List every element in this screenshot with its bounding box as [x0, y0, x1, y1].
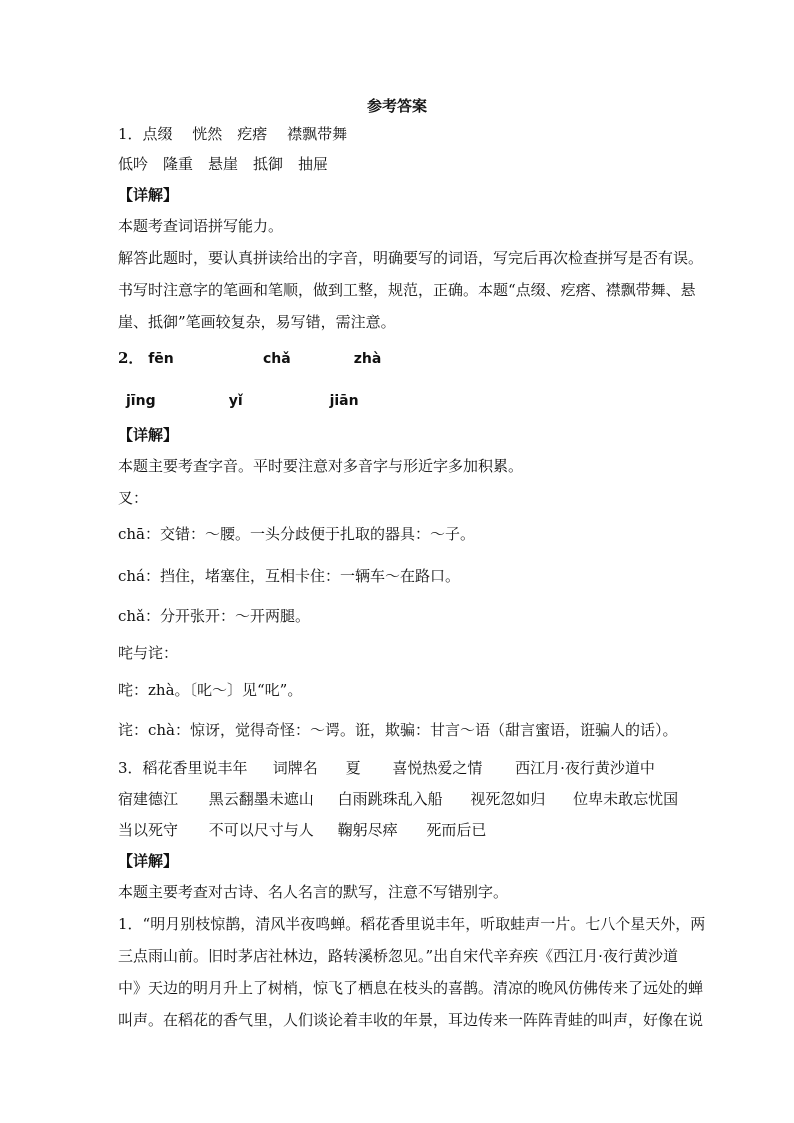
q1-detail-p3: 书写时注意字的笔画和笔顺，做到工整，规范，正确。本题“点缀、疙瘩、襟飘带舞、悬	[118, 281, 696, 299]
q1-detail-p2: 解答此题时，要认真拼读给出的字音，明确要写的词语，写完后再次检查拼写是否有误。	[118, 249, 704, 267]
q3-detail-p3: 三点雨山前。旧时茅店社林边，路转溪桥忽见。”出自宋代辛弃疾《西江月·夜行黄沙道	[118, 947, 678, 965]
q3-detail-p5: 叫声。在稻花的香气里，人们谈论着丰收的年景，耳边传来一阵阵青蛙的叫声，好像在说	[118, 1011, 704, 1029]
q3-answer-1: 3．稻花香里说丰年	[118, 759, 248, 777]
q3-answer-4: 喜悦热爱之情	[392, 759, 483, 777]
q3-answer-8: 白雨跳珠乱入船	[337, 790, 443, 808]
q2-detail-p2: 叉：	[118, 489, 149, 507]
q3-answer-10: 位卑未敢忘忧国	[573, 790, 679, 808]
q3-answer-7: 黑云翻墨未遮山	[208, 790, 314, 808]
q3-answer-11: 当以死守	[118, 821, 179, 839]
q2-pinyin-4: jīng	[126, 393, 156, 409]
q3-answer-5: 西江月·夜行黄沙道中	[515, 759, 655, 777]
q1-answer-line-2: 低吟 隆重 悬崖 抵御 抽屉	[118, 155, 329, 173]
q3-answer-3: 夏	[345, 759, 361, 777]
q1-answer-line-1: 1．点缀 恍然 疙瘩 襟飘带舞	[118, 125, 348, 143]
q2-detail-p7: 咤：zhà。〔叱～〕见“叱”。	[118, 681, 303, 699]
q2-detail-p3: chā：交错：～腰。一头分歧便于扎取的器具：～子。	[118, 525, 476, 543]
q2-pinyin-row-1	[118, 348, 381, 369]
q3-detail-label: 【详解】	[118, 852, 179, 870]
q2-pinyin-1: fēn	[148, 351, 174, 367]
q3-answer-13: 鞠躬尽瘁	[337, 821, 398, 839]
q2-pinyin-6: jiān	[329, 393, 359, 409]
q3-answer-12: 不可以尺寸与人	[208, 821, 314, 839]
q2-detail-p1: 本题主要考查字音。平时要注意对多音字与形近字多加积累。	[118, 457, 524, 475]
q1-detail-p4: 崖、抵御”笔画较复杂，易写错，需注意。	[118, 313, 396, 331]
q3-answer-14: 死而后已	[426, 821, 487, 839]
q3-detail-p4: 中》天边的明月升上了树梢，惊飞了栖息在枝头的喜鹊。清凉的晚风仿佛传来了远处的蝉	[118, 979, 704, 997]
q2-pinyin-3: zhà	[353, 351, 382, 367]
q2-pinyin-2: chǎ	[263, 351, 291, 367]
q3-answer-row-2	[118, 789, 678, 809]
q3-answer-2: 词牌名	[272, 759, 318, 777]
q2-detail-p5: chǎ：分开张开：～开两腿。	[118, 607, 311, 625]
q3-answer-row-1	[118, 758, 655, 778]
q2-detail-p8: 诧：chà：惊讶，觉得奇怪：～谔。诳，欺骗：甘言～语（甜言蜜语，诳骗人的话）。	[118, 721, 678, 739]
q2-detail-label: 【详解】	[118, 426, 179, 444]
q2-pinyin-row-2	[126, 390, 359, 411]
q2-pinyin-5: yǐ	[228, 393, 243, 409]
page-title: 参考答案	[366, 97, 427, 115]
q1-detail-p1: 本题考查词语拼写能力。	[118, 217, 284, 235]
q3-answer-row-3	[118, 820, 486, 840]
q3-answer-9: 视死忽如归	[470, 790, 546, 808]
q1-detail-label: 【详解】	[118, 186, 179, 204]
q3-detail-p1: 本题主要考查对古诗、名人名言的默写，注意不写错别字。	[118, 883, 509, 901]
q2-number: 2．	[118, 349, 144, 367]
q3-detail-p2: 1．“明月别枝惊鹊，清风半夜鸣蝉。稻花香里说丰年，听取蛙声一片。七八个星天外，两	[118, 915, 706, 933]
q2-detail-p4: chá：挡住，堵塞住，互相卡住：一辆车～在路口。	[118, 567, 461, 585]
q2-detail-p6: 咤与诧：	[118, 644, 179, 662]
q3-answer-6: 宿建德江	[118, 790, 179, 808]
